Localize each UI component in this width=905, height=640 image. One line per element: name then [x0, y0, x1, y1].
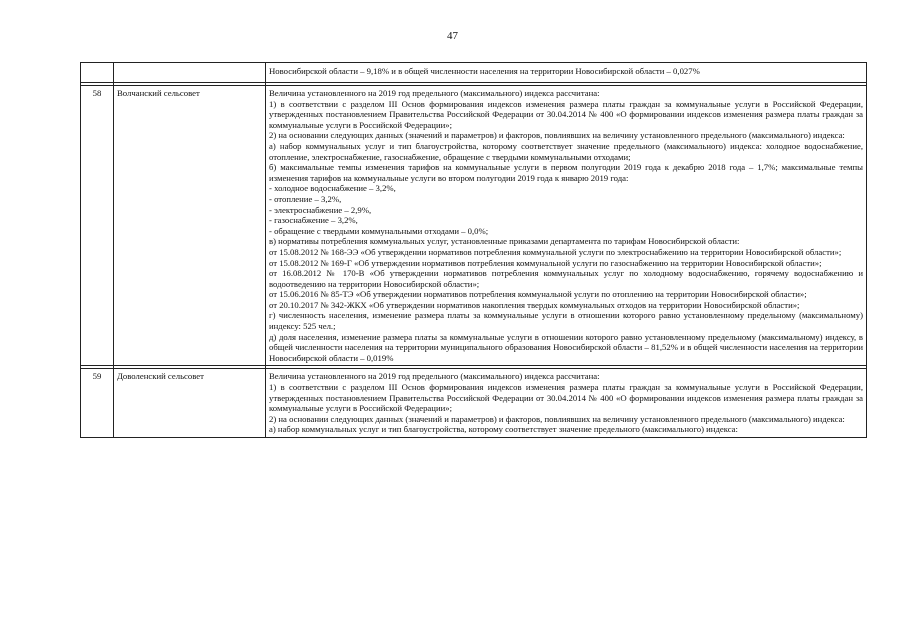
- municipality-name-cell: Волчанский сельсовет: [114, 86, 266, 366]
- description-line: - газоснабжение – 3,2%,: [269, 215, 358, 226]
- page-number: 47: [447, 30, 458, 42]
- description-line: Новосибирской области – 9,18% и в общей численности населения на территории Новосибирской области – 0,027%: [269, 66, 700, 76]
- description-line: - холодное водоснабжение – 3,2%,: [269, 183, 396, 194]
- row-number-cell: 59: [81, 369, 114, 438]
- description-line: от 20.10.2017 № 342-ЖКХ «Об утверждении нормативов накопления твердых коммунальных отходов на территории Новосибирской области»;: [269, 299, 800, 310]
- description-line: г) численность населения, изменение размера платы за коммунальные услуги в отношении которого равно установленному предельному (максимальному) индексу: 525 чел.;: [269, 310, 863, 332]
- description-line: - электроснабжение – 2,9%,: [269, 204, 372, 215]
- description-line: от 16.08.2012 № 170-В «Об утверждении нормативов потребления коммунальных услуг по холодному водоснабжению, горячему водоснабжению и водоотведению на территории Новосибирской области»;: [269, 268, 863, 289]
- municipality-name-cell: [114, 63, 266, 83]
- row-number-cell: 58: [81, 86, 114, 366]
- description-line: Величина установленного на 2019 год предельного (максимального) индекса рассчитана:: [269, 88, 600, 98]
- description-line: - обращение с твердыми коммунальными отходами – 0,0%;: [269, 225, 489, 236]
- description-line: от 15.08.2012 № 169-Г «Об утверждении нормативов потребления коммунальной услуги по газоснабжению на территории Новосибирской области»;: [269, 257, 822, 268]
- description-line: 2) на основании следующих данных (значений и параметров) и факторов, повлиявших на величину установленного предельного (максимального) индекса:: [269, 413, 845, 424]
- table-row: [81, 86, 867, 366]
- description-line: 1) в соответствии с разделом III Основ формирования индексов изменения размера платы граждан за коммунальные услуги в Российской Федерации, утвержденных постановлением Правительства Российской Федерации от 30.04.2014 № 400 «О формировании индексов изменения размера платы граждан за коммунальные услуги в Российской Федерации»;: [269, 98, 863, 130]
- description-line: в) нормативы потребления коммунальных услуг, установленные приказами департамента по тарифам Новосибирской области:: [269, 236, 740, 247]
- description-line: 1) в соответствии с разделом III Основ формирования индексов изменения размера платы граждан за коммунальные услуги в Российской Федерации, утвержденных постановлением Правительства Российской Федерации от 30.04.2014 № 400 «О формировании индексов изменения размера платы граждан за коммунальные услуги в Российской Федерации»;: [269, 382, 863, 414]
- tariff-index-table: [80, 62, 867, 438]
- description-line: д) доля населения, изменение размера платы за коммунальные услуги в отношении которого равно установленному предельному (максимальному) индексу, в общей численности населения на территории муниципального образования Новосибирской области – 81,52% и в общей численности населения на территории Новосибирской области – 0,019%: [269, 331, 863, 363]
- table-row: [81, 63, 867, 83]
- description-line: 2) на основании следующих данных (значений и параметров) и факторов, повлиявших на величину установленного предельного (максимального) индекса:: [269, 130, 845, 141]
- description-line: от 15.08.2012 № 168-ЭЭ «Об утверждении нормативов потребления коммунальной услуги по электроснабжению на территории Новосибирской области»;: [269, 246, 842, 257]
- row-number-cell: [81, 63, 114, 83]
- description-line: а) набор коммунальных услуг и тип благоустройства, которому соответствует значение предельного (максимального) индекса:: [269, 424, 738, 435]
- municipality-name-cell: Доволенский сельсовет: [114, 369, 266, 438]
- description-line: а) набор коммунальных услуг и тип благоустройства, которому соответствует значение предельного (максимального) индекса: холодное водоснабжение, отопление, электроснабжение, газоснабжение, обращение с твердыми коммунальными отходами;: [269, 140, 863, 162]
- description-line: - отопление – 3,2%,: [269, 193, 342, 204]
- description-line: от 15.06.2016 № 85-ТЭ «Об утверждении нормативов потребления коммунальной услуги по отоплению на территории Новосибирской области»;: [269, 289, 807, 300]
- description-cell: [266, 369, 867, 438]
- description-cell: [266, 63, 867, 83]
- description-cell: [266, 86, 867, 366]
- description-line: б) максимальные темпы изменения тарифов на коммунальные услуги в первом полугодии 2019 года к декабрю 2018 года – 1,7%; максимальные темпы изменения тарифов на коммунальные услуги во втором полугодии 2019 года к январю 2019 года:: [269, 162, 863, 183]
- description-line: Величина установленного на 2019 год предельного (максимального) индекса рассчитана:: [269, 371, 600, 382]
- table-row: [81, 369, 867, 438]
